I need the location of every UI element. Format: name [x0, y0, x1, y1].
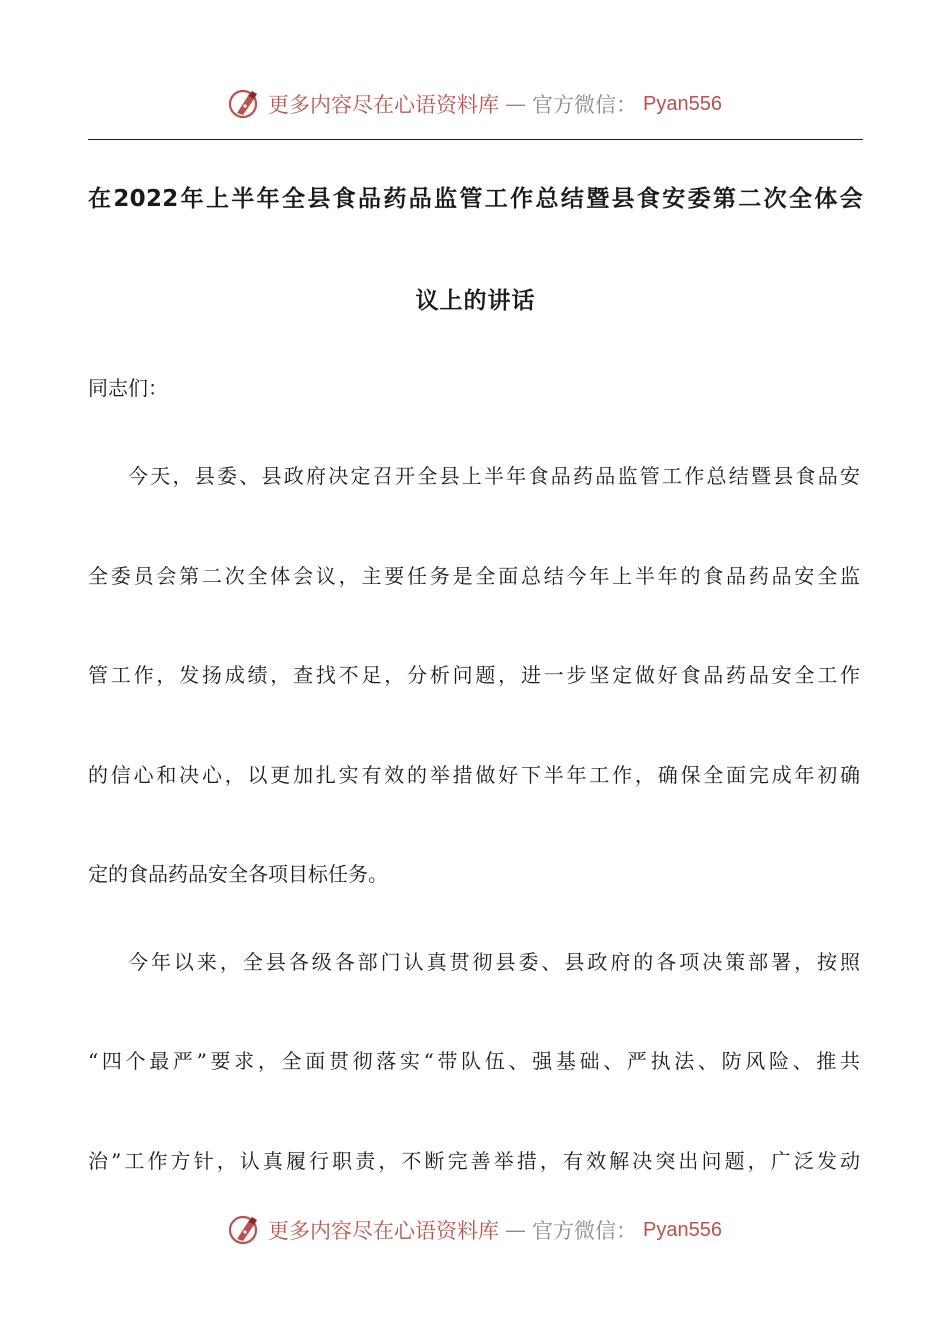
paragraph-2-line-1: 今年以来，全县各级各部门认真贯彻县委、县政府的各项决策部署，按照 [128, 950, 860, 974]
watermark-wechat-id: Pyan556 [643, 92, 722, 115]
watermark-main-text: 更多内容尽在心语资料库 [268, 1219, 500, 1243]
paragraph-1-line-5: 定的食品药品安全各项目标任务。 [88, 862, 388, 886]
paragraph-2-line-3: 治”工作方针，认真履行职责，不断完善举措，有效解决突出问题，广泛发动 [88, 1149, 860, 1173]
watermark-dash: — [505, 92, 527, 116]
paragraph-1-line-3: 管工作，发扬成绩，查找不足，分析问题，进一步坚定做好食品药品安全工作 [88, 663, 860, 687]
watermark-dash: — [505, 1218, 527, 1242]
paragraph-1-line-2: 全委员会第二次全体会议，主要任务是全面总结今年上半年的食品药品安全监 [88, 564, 860, 588]
paragraph-2-line-2: “四个最严”要求，全面贯彻落实“带队伍、强基础、严执法、防风险、推共 [88, 1049, 860, 1073]
paragraph-1-line-4: 的信心和决心，以更加扎实有效的举措做好下半年工作，确保全面完成年初确 [88, 763, 860, 787]
pen-nib-logo-icon [228, 87, 262, 121]
paragraph-1-line-1: 今天，县委、县政府决定召开全县上半年食品药品监管工作总结暨县食品安 [128, 464, 860, 488]
watermark-main-text: 更多内容尽在心语资料库 [268, 93, 500, 117]
pen-nib-logo-icon [228, 1213, 262, 1247]
salutation: 同志们： [88, 376, 168, 400]
header-divider [88, 139, 863, 140]
footer-watermark [0, 1210, 950, 1250]
watermark-wechat-label: 官方微信： [532, 1219, 638, 1243]
watermark-wechat-label: 官方微信： [532, 93, 638, 117]
header-watermark [0, 84, 950, 124]
watermark-wechat-id: Pyan556 [643, 1218, 722, 1241]
document-title-line-2: 议上的讲话 [415, 288, 536, 314]
document-title-line-1: 在2022年上半年全县食品药品监管工作总结暨县食安委第二次全体会 [88, 186, 863, 212]
